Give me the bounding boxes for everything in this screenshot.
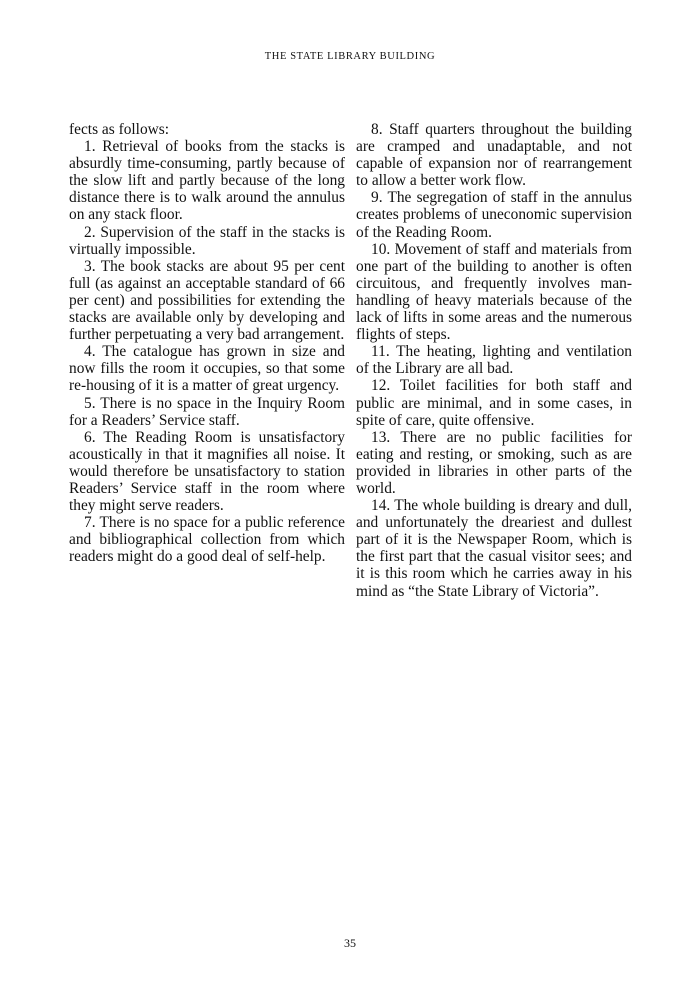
list-item-9: 9. The segregation of staff in the annulus creates problems of uneconomic supervision of the Reading Room. [356, 189, 632, 241]
list-item-1: 1. Retrieval of books from the stacks is absurdly time-consuming, partly because of the slow lift and partly because of the long distance there is to walk around the annulus on any stack floor. [69, 138, 345, 224]
list-item-13: 13. There are no public facilities for eating and resting, or smoking, such as are provided in libraries in other parts of the world. [356, 428, 632, 497]
right-column [356, 121, 632, 600]
list-item-2: 2. Supervision of the staff in the stacks is virtually impossible. [69, 223, 345, 258]
list-item-11: 11. The heating, lighting and ventilation of the Library are all bad. [356, 343, 632, 378]
list-item-10: 10. Movement of staff and materials from one part of the building to another is often circuitous, and frequently involves man-handling of heavy materials because of the lack of lifts in some areas and the numerous flights of steps. [356, 240, 632, 344]
list-item-12: 12. Toilet facilities for both staff and public are minimal, and in some cases, in spite of care, quite offensive. [356, 377, 632, 429]
left-column [69, 121, 345, 565]
page-number: 35 [344, 936, 356, 950]
list-item-8: 8. Staff quarters throughout the building are cramped and unadaptable, and not capable of expansion nor of rearrangement to allow a better work flow. [356, 121, 632, 190]
running-head: THE STATE LIBRARY BUILDING [264, 51, 436, 62]
list-item-5: 5. There is no space in the Inquiry Room for a Readers’ Service staff. [69, 394, 345, 429]
list-item-3: 3. The book stacks are about 95 per cent full (as against an acceptable standard of 66 per cent) and possibilities for extending the stacks are available only by developing and further perpetuating a very bad arrangement. [69, 257, 345, 344]
list-item-14: 14. The whole building is dreary and dull, and unfortunately the dreariest and dullest part of it is the Newspaper Room, which is the first part that the casual visitor sees; and it is this room which he carries away in his mind as “the State Library of Victoria”. [356, 497, 632, 600]
list-item-7: 7. There is no space for a public reference and bibliographical collection from which readers might do a good deal of self-help. [69, 514, 345, 566]
list-item-6: 6. The Reading Room is unsatisfactory acoustically in that it magnifies all noise. It would therefore be unsatisfactory to station Readers’ Service staff in the room where they might serve readers. [69, 428, 345, 515]
list-item-4: 4. The catalogue has grown in size and now fills the room it occupies, so that some re-housing of it is a matter of great urgency. [69, 343, 345, 395]
paragraph-continuation: fects as follows: [69, 121, 170, 138]
